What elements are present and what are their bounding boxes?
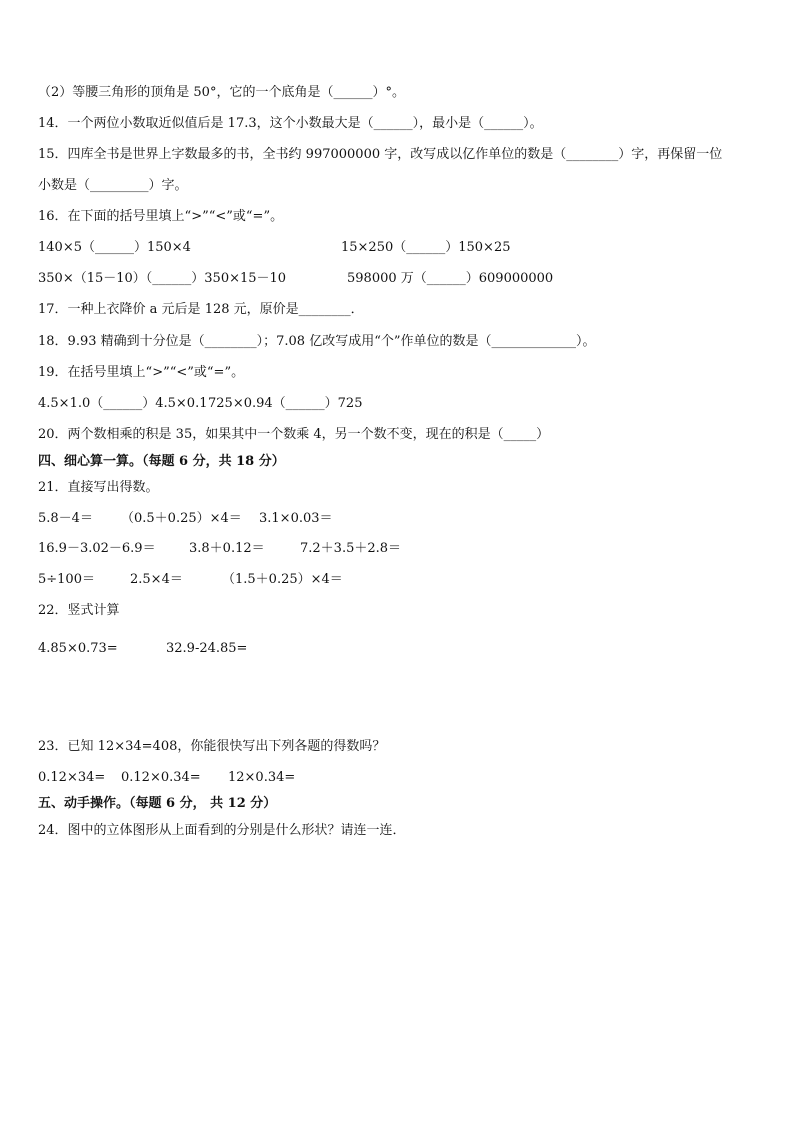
calc-9: （1.5＋0.25）×4＝ — [222, 572, 343, 587]
calc-1: 5.8－4＝ — [38, 511, 93, 526]
quick-calc-2: 0.12×0.34= — [121, 770, 201, 785]
question-22: 22．竖式计算 — [38, 603, 120, 618]
calc-2: （0.5＋0.25）×4＝ — [121, 511, 242, 526]
question-17: 17．一种上衣降价 a 元后是 128 元，原价是________． — [38, 302, 364, 317]
section-4-heading: 四、细心算一算。（每题 6 分，共 18 分） — [38, 454, 285, 469]
question-16-item-3: 350×（15－10）（______）350×15－10 — [38, 271, 287, 286]
vertical-calc-1: 4.85×0.73= — [38, 641, 118, 656]
question-19-item-2: 725×0.94（______）725 — [208, 396, 363, 411]
question-24: 24．图中的立体图形从上面看到的分别是什么形状？请连一连． — [38, 823, 406, 838]
calc-4: 16.9－3.02－6.9＝ — [38, 541, 156, 556]
quick-calc-3: 12×0.34= — [228, 770, 296, 785]
question-16-item-2: 15×250（______）150×25 — [341, 240, 511, 255]
question-20: 20．两个数相乘的积是 35，如果其中一个数乘 4，另一个数不变，现在的积是（_____） — [38, 427, 550, 442]
calc-5: 3.8＋0.12＝ — [189, 541, 265, 556]
question-14: 14．一个两位小数取近似值后是 17.3，这个小数最大是（______），最小是（______）。 — [38, 116, 543, 131]
calc-8: 2.5×4＝ — [130, 572, 183, 587]
question-23: 23．已知 12×34=408，你能很快写出下列各题的得数吗？ — [38, 739, 386, 754]
question-13-part-2: （2）等腰三角形的顶角是 50°，它的一个底角是（______）°。 — [38, 85, 405, 100]
question-16-item-4: 598000 万（______）609000000 — [347, 271, 554, 286]
question-15-line-1: 15．四库全书是世界上字数最多的书，全书约 997000000 字，改写成以亿作单位的数是（________）字，再保留一位 — [38, 147, 723, 162]
question-16: 16．在下面的括号里填上“>”“<”或“=”。 — [38, 209, 284, 224]
vertical-calc-2: 32.9-24.85= — [166, 641, 248, 656]
calc-7: 5÷100＝ — [38, 572, 95, 587]
question-19: 19．在括号里填上“>”“<”或“=”。 — [38, 365, 245, 380]
question-16-item-1: 140×5（______）150×4 — [38, 240, 191, 255]
quick-calc-1: 0.12×34= — [38, 770, 106, 785]
calc-6: 7.2＋3.5＋2.8＝ — [300, 541, 402, 556]
question-19-item-1: 4.5×1.0（______）4.5×0.1 — [38, 396, 208, 411]
question-18: 18．9.93 精确到十分位是（________）；7.08 亿改写成用“个”作单位的数是（_____________）。 — [38, 334, 596, 349]
question-15-line-2: 小数是（_________）字。 — [38, 178, 188, 193]
section-5-heading: 五、动手操作。（每题 6 分， 共 12 分） — [38, 796, 277, 811]
calc-3: 3.1×0.03＝ — [259, 511, 333, 526]
question-21: 21．直接写出得数。 — [38, 480, 159, 495]
